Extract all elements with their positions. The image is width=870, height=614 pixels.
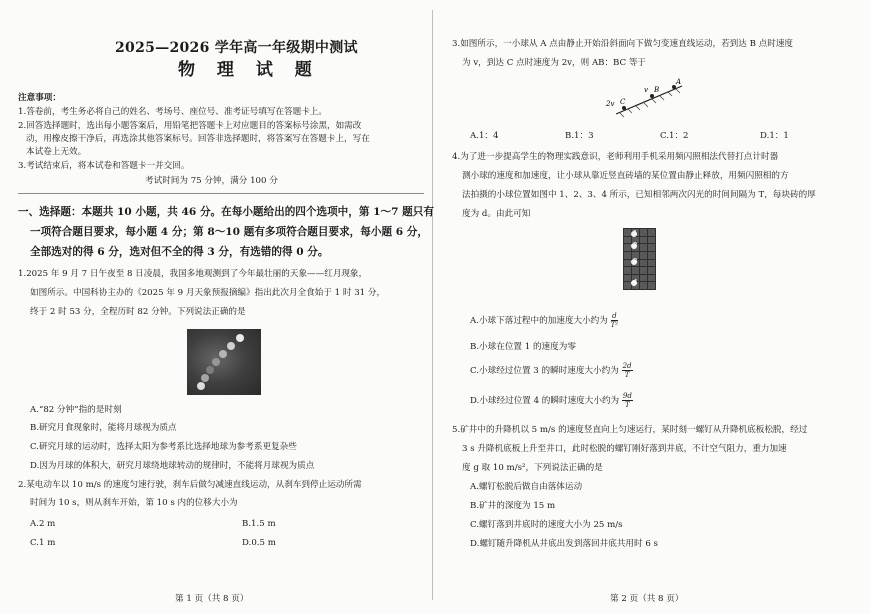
exam-subject: 物 理 试 题 [178,60,320,80]
question-3-stem: 3.如图所示，一小球从 A 点由静止开始沿斜面向下做匀变速直线运动，若到达 B 点时速度 [452,39,794,49]
question-3-stem: 为 v，到达 C 点时速度为 2v，则 AB：BC 等于 [462,58,647,68]
notes-rule [18,193,424,194]
section-heading: 全部选对的得 6 分，选对但不全的得 3 分，有选错的得 0 分。 [30,246,329,258]
incline-diagram [600,78,690,122]
question-2-option: D.0.5 m [242,538,276,548]
exam-time: 考试时间为 75 分钟，满分 100 分 [145,176,278,186]
incline-label: B [654,86,660,94]
question-1-option: C.研究月球的运动时，选择太阳为参考系比选择地球为参考系更复杂些 [30,442,297,452]
incline-label: v [644,86,648,94]
question-5-option: C.螺钉落到井底时的速度大小为 25 m/s [470,520,623,530]
question-4-option: A.小球下落过程中的加速度大小约为 $\frac{d}{\text{T²}}$ [470,312,619,329]
question-4-option: B.小球在位置 1 的速度为零 [470,342,576,352]
question-2-stem: 时间为 10 s，则从刹车开始，第 10 s 内的位移大小为 [30,498,238,508]
question-5-option: A.螺钉松脱后做自由落体运动 [470,482,583,492]
incline-label: 2v [606,100,615,108]
question-3-option: A.1：4 [470,131,499,141]
question-4-option: D.小球经过位置 4 的瞬时速度大小约为 $\frac{9d}{T}$ [470,392,632,409]
question-5-option: B.矿井的深度为 15 m [470,501,556,511]
question-4-stem: 4.为了进一步提高学生的物理实践意识，老师利用手机采用频闪照相法代替打点计时器 [452,152,779,162]
note-line: 本试卷上无效。 [26,147,87,157]
question-1-option: A.“82 分钟”指的是时刻 [30,405,122,415]
notes-heading: 注意事项： [18,93,61,103]
question-1-stem: 终于 2 时 53 分，全程历时 82 分钟。下列说法正确的是 [30,307,246,317]
question-2-option: C.1 m [30,538,56,548]
question-5-stem: 5.矿井中的升降机以 5 m/s 的速度竖直向上匀速运行，某时刻一螺钉从升降机底板松脱，经过 [452,425,808,435]
ball-label: 3 [633,257,638,265]
note-line: 3.考试结束后，将本试卷和答题卡一并交回。 [18,161,190,171]
strobe-photo-brick-wall [623,228,656,290]
note-line: 2.回答选择题时，选出每小题答案后，用铅笔把答题卡上对应题目的答案标号涂黑，如需改 [18,121,362,131]
question-1-option: B.研究月食现象时，能将月球视为质点 [30,423,177,433]
incline-label: A [676,78,682,86]
question-5-option: D.螺钉随升降机从井底出发到落回井底共用时 6 s [470,539,658,549]
section-heading: 一项符合题目要求，每小题 4 分；第 8～10 题有多项符合题目要求，每小题 6 分， [30,226,428,238]
question-4-stem: 度为 d。由此可知 [462,209,531,219]
page-number: 第 1 页（共 8 页） [175,594,249,604]
ball-label: 1 [633,229,638,237]
page-number: 第 2 页（共 8 页） [610,594,684,604]
question-4-stem: 法拍摄的小球位置如图中 1、2、3、4 所示，已知相邻两次闪光的时间间隔为 T，每块砖的厚 [462,190,816,200]
question-2-option: A.2 m [30,519,56,529]
lunar-eclipse-photo [187,329,261,395]
question-3-option: B.1：3 [565,131,594,141]
question-5-stem: 度 g 取 10 m/s²，下列说法正确的是 [462,463,603,473]
question-1-stem: 如图所示。中国科协主办的《2025 年 9 月天象预报摘编》指出此次月全食始于 1 时 31 分， [30,288,386,298]
question-1-option: D.因为月球的体积大，研究月球绕地球转动的规律时，不能将月球视为质点 [30,461,315,471]
ball-label: 4 [633,278,638,286]
question-3-option: D.1：1 [760,131,789,141]
exam-title: 2025—2026 学年高一年级期中测试 [115,40,358,56]
incline-label: C [620,98,626,106]
note-line: 1.答卷前，考生务必将自己的姓名、考场号、座位号、准考证号填写在答题卡上。 [18,107,327,117]
question-2-option: B.1.5 m [242,519,276,529]
question-3-option: C.1：2 [660,131,689,141]
note-line: 动，用橡皮擦干净后，再选涂其他答案标号。回答非选择题时，将答案写在答题卡上，写在 [26,134,370,144]
question-4-stem: 测小球的速度和加速度，让小球从靠近竖直砖墙的某位置由静止释放，用频闪照相的方 [462,171,789,181]
section-heading: 一、选择题：本题共 10 小题，共 46 分。在每小题给出的四个选项中，第 1～7 题只有 [18,206,434,218]
question-5-stem: 3 s 升降机底板上升至井口，此时松脱的螺钉刚好落到井底，不计空气阻力，重力加速 [462,444,787,454]
question-2-stem: 2.某电动车以 10 m/s 的速度匀速行驶，刹车后做匀减速直线运动，从刹车到停止运动所需 [18,480,362,490]
question-4-option: C.小球经过位置 3 的瞬时速度大小约为 $\frac{2d}{T}$ [470,362,632,379]
ball-label: 2 [633,241,638,249]
column-divider [432,10,433,600]
question-1-stem: 1.2025 年 9 月 7 日午夜至 8 日凌晨，我国多地观测到了今年最壮丽的天象——红月现象， [18,269,368,279]
